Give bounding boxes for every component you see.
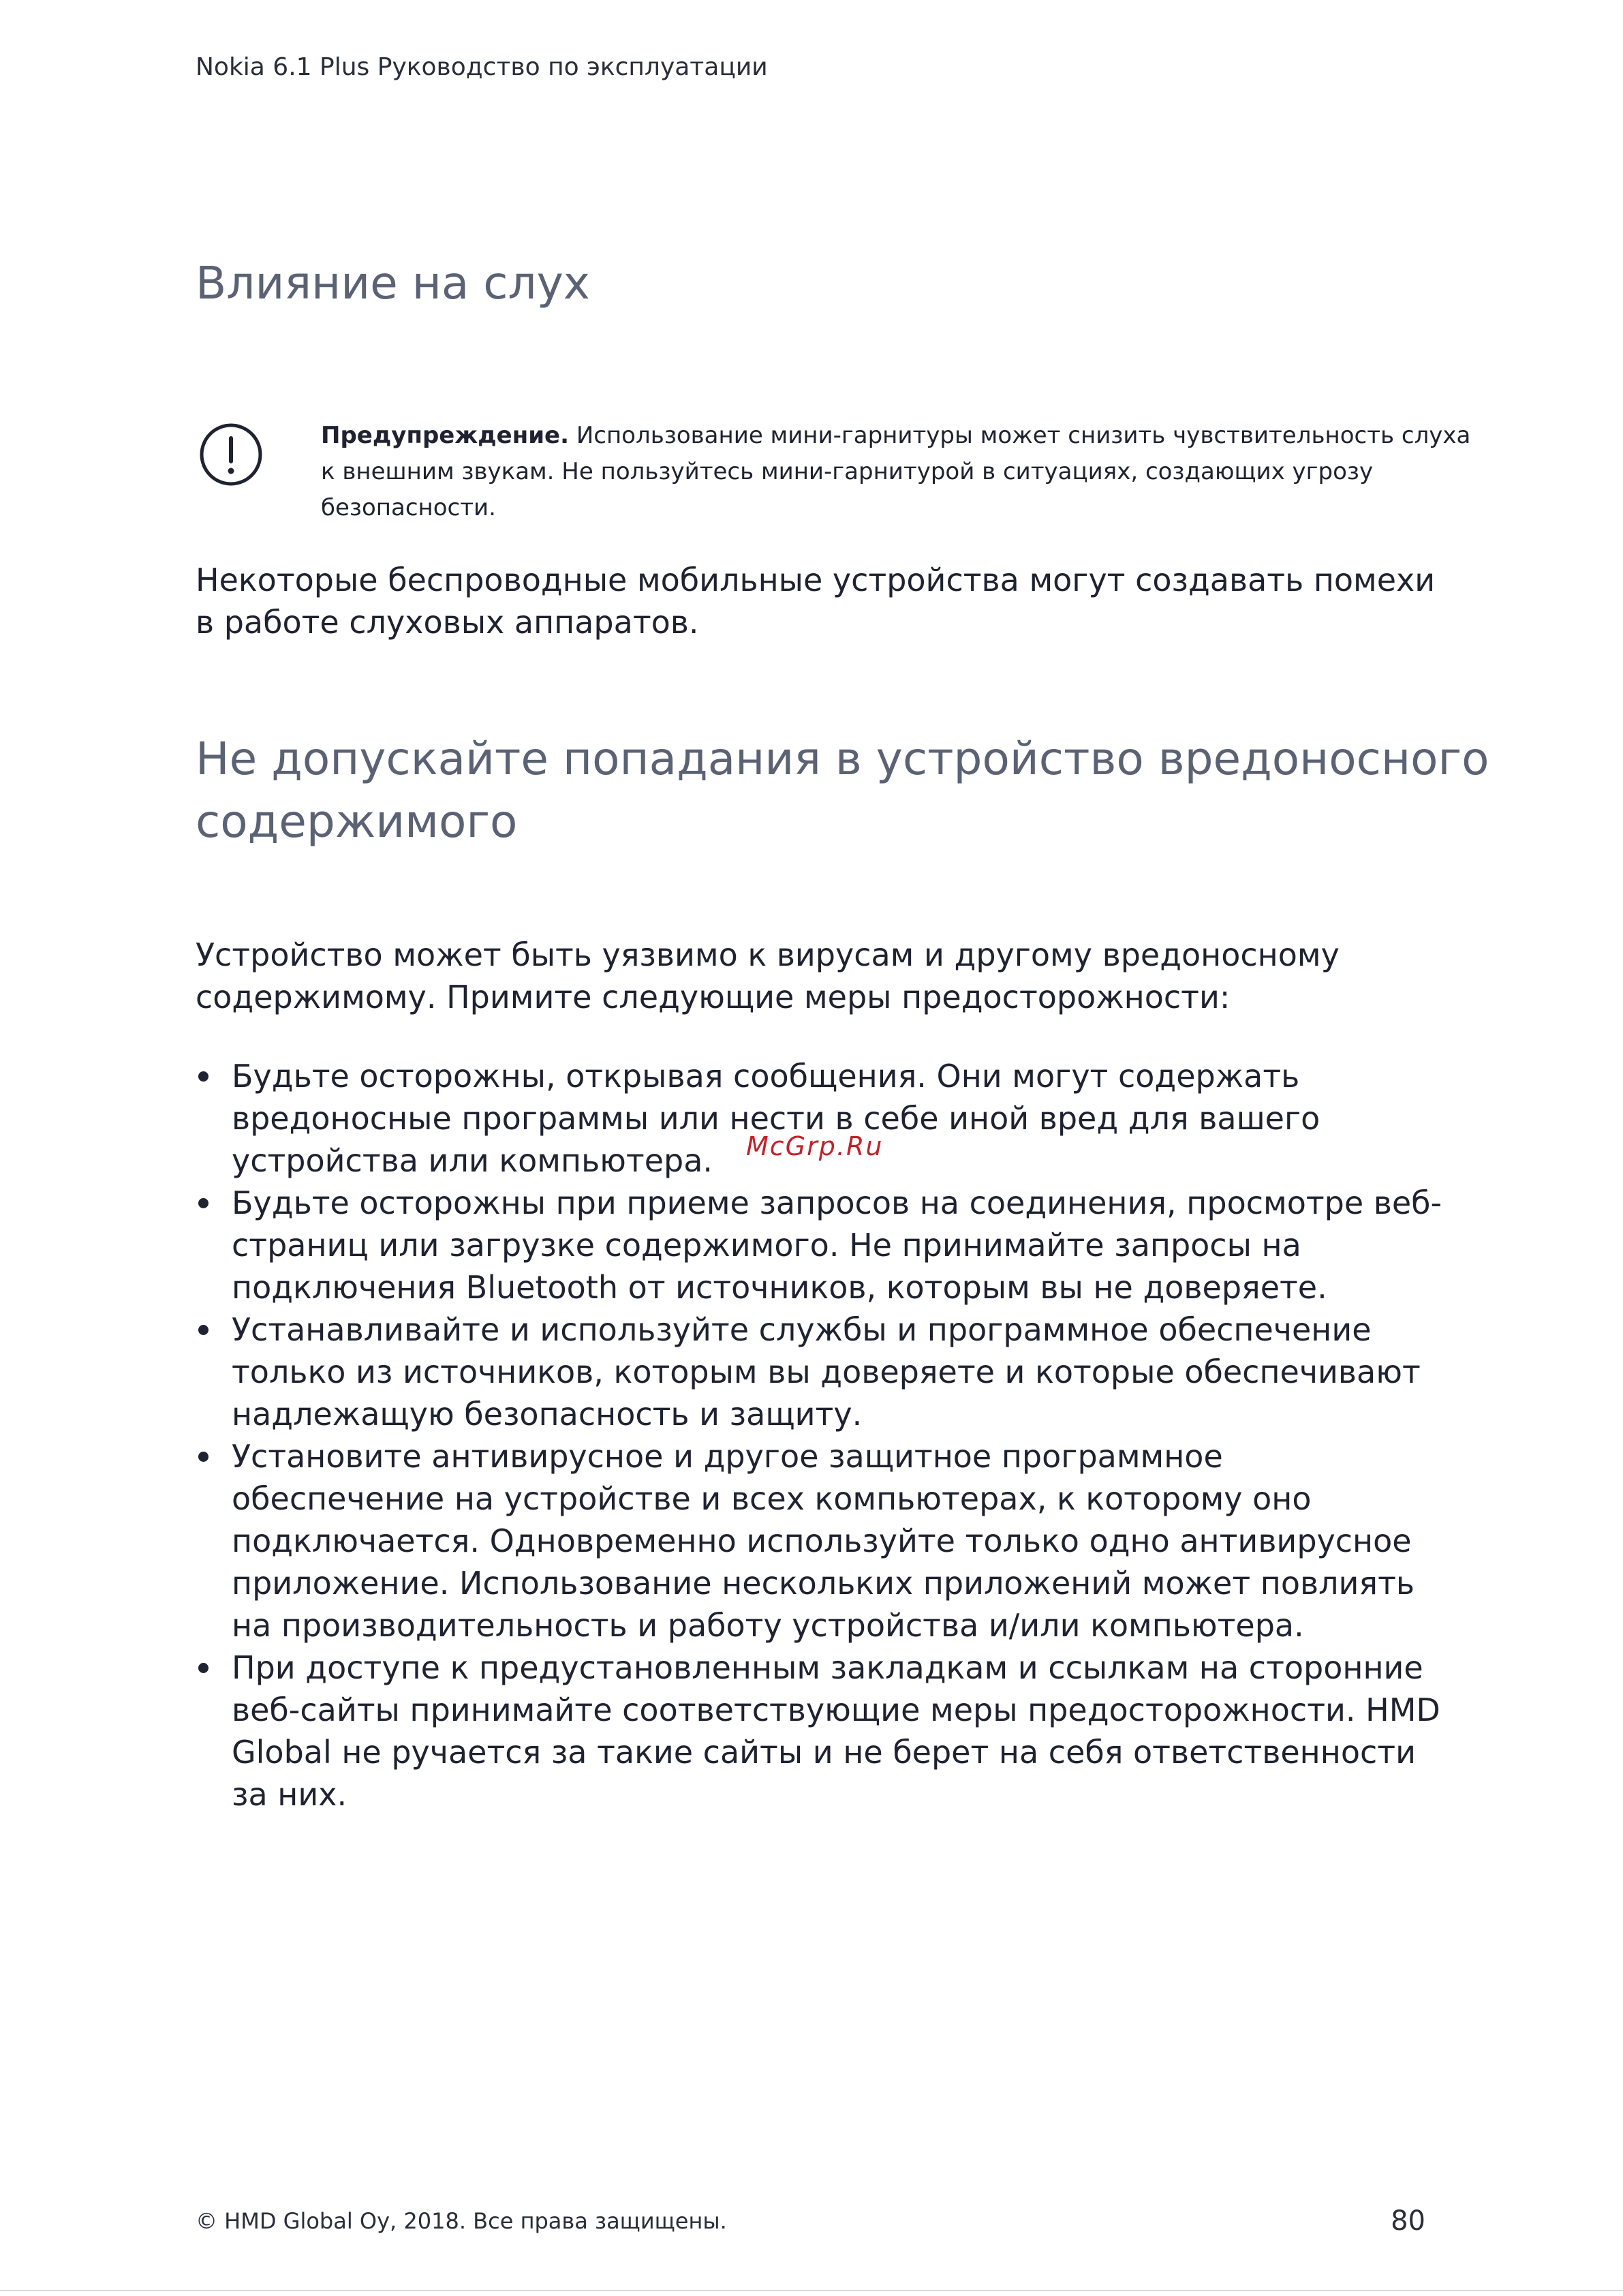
bullet-icon	[198, 1198, 208, 1208]
list-item-text: Будьте осторожны при приеме запросов на соединения, просмотре веб-страниц или загрузке содержимого. Не принимайте запросы на подключения Bluetooth от источников, которым вы не доверяете.	[232, 1184, 1442, 1306]
hearing-aid-paragraph: Некоторые беспроводные мобильные устройства могут создавать помехи в работе слуховых аппаратов.	[196, 562, 1436, 641]
list-item-text: Будьте осторожны, открывая сообщения. Они могут содержать вредоносные программы или нести в себе иной вред для вашего устройства или компьютера.	[232, 1058, 1320, 1179]
list-item	[196, 1055, 1442, 1182]
malware-intro-paragraph: Устройство может быть уязвимо к вирусам и другому вредоносному содержимому. Примите следующие меры предосторожности:	[196, 936, 1340, 1015]
document-header: Nokia 6.1 Plus Руководство по эксплуатации	[196, 53, 768, 81]
warning-label: Предупреждение.	[321, 422, 570, 449]
warning-text	[321, 418, 1479, 526]
bullet-icon	[198, 1071, 208, 1082]
list-item-text: Установите антивирусное и другое защитное программное обеспечение на устройстве и всех компьютерах, к которому оно подключается. Одновременно используйте только одно антивирусное приложение. Использование нескольких приложений может повлиять на производительность и работу устройства и/или компьютера.	[232, 1438, 1415, 1644]
list-item	[196, 1435, 1442, 1647]
bullet-icon	[198, 1452, 208, 1462]
page-bottom-divider	[0, 2290, 1623, 2291]
list-item-text: При доступе к предустановленным закладкам и ссылкам на сторонние веб-сайты принимайте соответствующие меры предосторожности. HMD Global не ручается за такие сайты и не берет на себя ответственности за них.	[232, 1649, 1440, 1813]
section-heading-malware: Не допускайте попадания в устройство вредоносного содержимого	[196, 733, 1489, 848]
exclamation-circle-icon	[198, 422, 264, 487]
list-item-text: Устанавливайте и используйте службы и программное обеспечение только из источников, которым вы доверяете и которые обеспечивают надлежащую безопасность и защиту.	[232, 1311, 1421, 1433]
page-number: 80	[1391, 2205, 1425, 2237]
list-item	[196, 1182, 1442, 1308]
section-heading-hearing: Влияние на слух	[196, 257, 590, 309]
warning-body: Использование мини-гарнитуры может снизить чувствительность слуха к внешним звукам. Не пользуйтесь мини-гарнитурой в ситуациях, создающих угрозу безопасности.	[321, 422, 1471, 521]
footer-copyright: © HMD Global Oy, 2018. Все права защищены.	[196, 2208, 727, 2234]
bullet-icon	[198, 1663, 208, 1673]
list-item	[196, 1308, 1442, 1435]
bullet-icon	[198, 1325, 208, 1335]
watermark: McGrp.Ru	[746, 1131, 884, 1161]
list-item	[196, 1647, 1442, 1816]
precautions-list	[196, 1055, 1442, 1816]
